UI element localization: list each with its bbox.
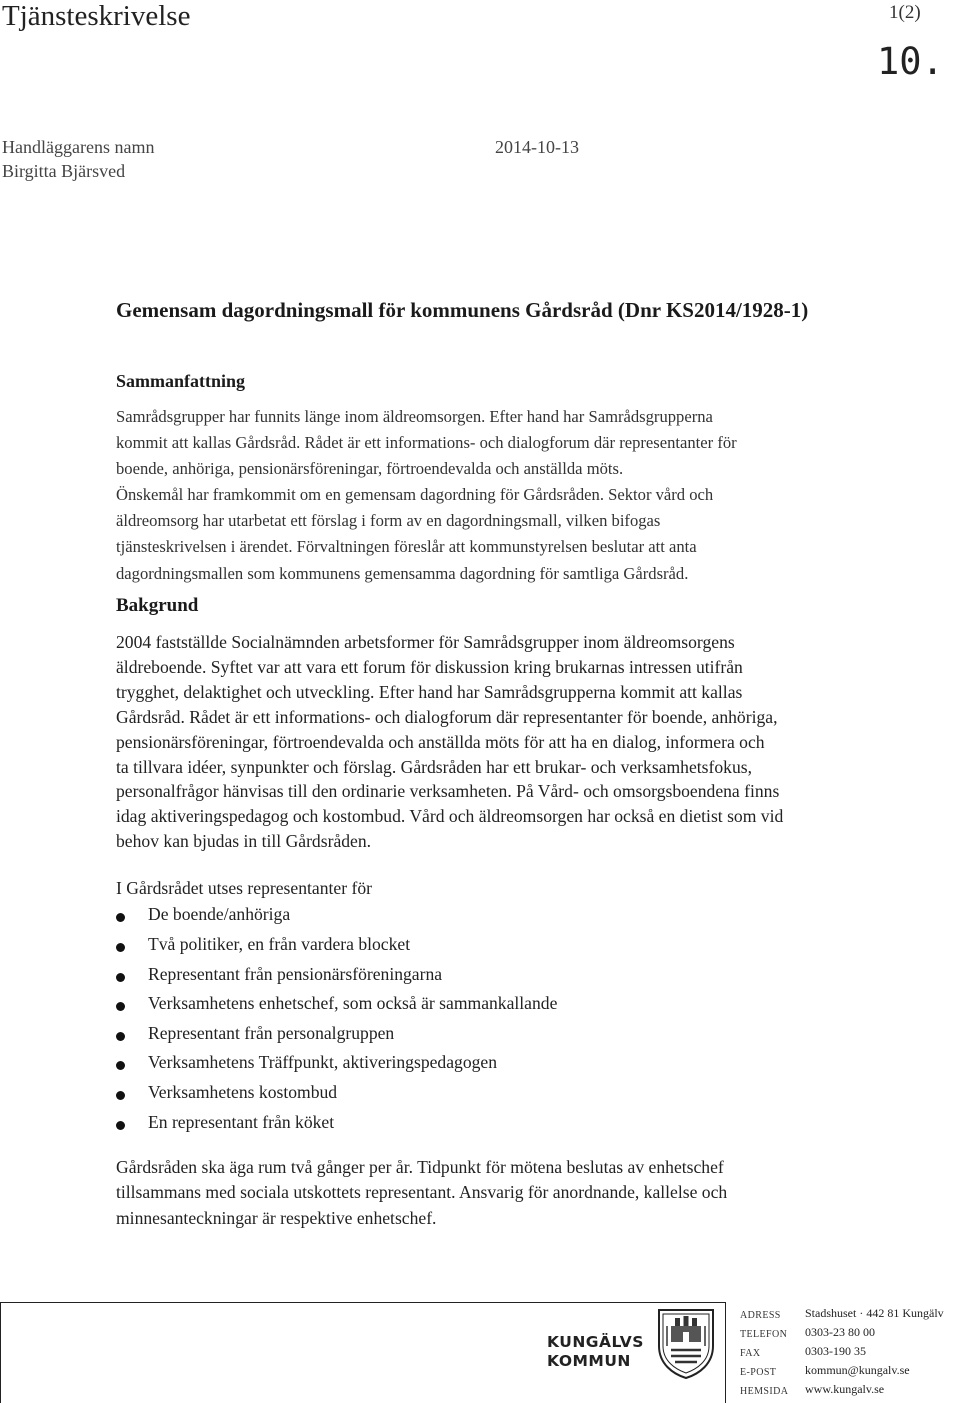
meetings-line: minnesanteckningar är respektive enhetschef. [116,1207,437,1228]
bullet-icon [116,1091,125,1100]
meetings-line: tillsammans med sociala utskottets representant. Ansvarig för anordnande, kallelse och [116,1182,728,1203]
document-date: 2014-10-13 [495,137,579,157]
list-item-text: De boende/anhöriga [148,904,291,924]
summary-line: tjänsteskrivelsen i ärendet. Förvaltningen föreslår att kommunstyrelsen beslutar att anta [116,537,697,557]
list-item-text: Två politiker, en från vardera blocket [148,934,411,954]
footer-label-phone: TELEFON [740,1329,788,1340]
background-line: ta tillvara idéer, synpunkter och förslag. Gårdsråden har ett brukar- och verksamhetsfokus, [116,756,753,777]
background-line: 2004 fastställde Socialnämnden arbetsformer för Samrådsgrupper inom äldreomsorgens [116,632,735,652]
list-item-text: Verksamhetens kostombud [148,1082,338,1102]
handler-name: Birgitta Bjärsved [2,161,126,181]
coat-of-arms-icon [655,1306,717,1380]
summary-line: kommit att kallas Gårdsråd. Rådet är ett informations- och dialogforum där representanter för [116,433,737,453]
bullet-icon [116,913,125,922]
bullet-icon [116,1032,125,1041]
bullet-icon [116,1002,125,1011]
background-paragraph [116,630,926,854]
document-title: Gemensam dagordningsmall för kommunens Gårdsråd (Dnr KS2014/1928-1) [116,298,809,322]
background-line: personalfrågor hänvisas till den ordinarie verksamheten. På Vård- och omsorgsboendena finns [116,781,780,802]
background-line: Gårdsråd. Rådet är ett informations- och dialogforum där representanter för boende, anhöriga, [116,706,778,727]
item-number: 10. [877,40,944,83]
council-intro: I Gårdsrådet utses representanter för [116,878,372,898]
footer-value-website[interactable]: www.kungalv.se [805,1382,885,1396]
footer-value-address: Stadshuset · 442 81 Kungälv [805,1306,944,1320]
footer-value-email[interactable]: kommun@kungalv.se [805,1363,910,1377]
footer-label-email: E-POST [740,1367,777,1378]
background-line: trygghet, delaktighet och utveckling. Efter hand har Samrådsgrupperna kommit att kallas [116,681,743,702]
footer-label-website: HEMSIDA [740,1386,789,1397]
bullet-icon [116,1121,125,1130]
bullet-icon [116,1061,125,1070]
document-type: Tjänsteskrivelse [2,0,191,32]
summary-line: äldreomsorg har utarbetat ett förslag i form av en dagordningsmall, vilken bifogas [116,511,661,531]
bullet-icon [116,973,125,982]
summary-line: dagordningsmallen som kommunens gemensamma dagordning för samtliga Gårdsråd. [116,563,689,583]
meetings-paragraph [116,1155,926,1231]
meetings-line: Gårdsråden ska äga rum två gånger per år. Tidpunkt för mötena beslutas av enhetschef [116,1157,724,1177]
summary-paragraph [116,404,926,587]
footer-value-fax: 0303-190 35 [805,1344,866,1358]
bullet-icon [116,943,125,952]
logo-line: KUNGÄLVS [547,1333,644,1351]
background-line: äldreboende. Syftet var att vara ett forum för diskussion kring brukarnas intressen utifrån [116,656,743,677]
list-item-text: En representant från köket [148,1112,335,1132]
background-line: behov kan bjudas in till Gårdsråden. [116,831,372,852]
footer-value-phone: 0303-23 80 00 [805,1325,875,1339]
logo-wordmark [547,1333,643,1371]
footer-label-address: ADRESS [740,1310,781,1321]
summary-line: Samrådsgrupper har funnits länge inom äldreomsorgen. Efter hand har Samrådsgrupperna [116,407,713,426]
background-line: idag aktiveringspedagog och kostombud. Vård och äldreomsorgen har också en dietist som vid [116,806,784,827]
handler-label: Handläggarens namn [2,137,155,157]
summary-line: Önskemål har framkommit om en gemensam dagordning för Gårdsråden. Sektor vård och [116,485,714,505]
background-line: pensionärsföreningar, förtroendevalda och anställda möts för att ha en dialog, informera och [116,731,765,752]
list-item-text: Verksamhetens enhetschef, som också är sammankallande [148,993,558,1013]
summary-line: boende, anhöriga, pensionärsföreningar, förtroendevalda och anställda möts. [116,459,624,479]
footer-label-fax: FAX [740,1348,761,1359]
page-number: 1(2) [889,2,921,23]
logo-line: KOMMUN [547,1352,631,1370]
list-item-text: Representant från pensionärsföreningarna [148,964,443,984]
summary-heading: Sammanfattning [116,371,246,391]
list-item-text: Representant från personalgruppen [148,1023,395,1043]
list-item-text: Verksamhetens Träffpunkt, aktiveringspedagogen [148,1052,498,1072]
background-heading: Bakgrund [116,595,199,616]
